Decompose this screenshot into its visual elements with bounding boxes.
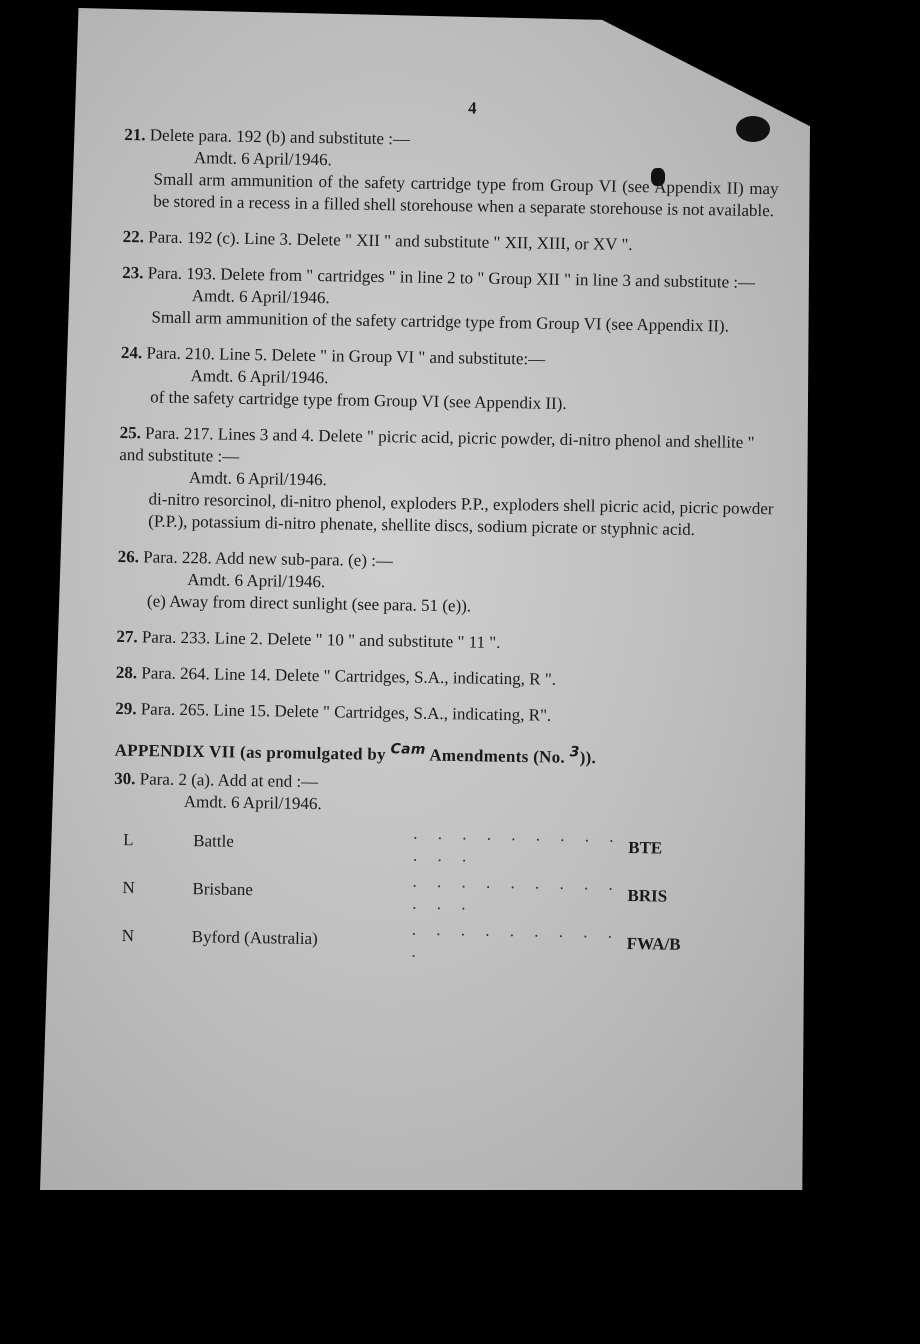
location-code: BRIS — [627, 885, 668, 906]
amendment-date: Amdt. 6 April/1946. — [193, 148, 333, 170]
amendment-date: Amdt. 6 April/1946. — [188, 468, 327, 490]
amendment-item — [116, 626, 771, 658]
amendment-date: Amdt. 6 April/1946. — [187, 570, 326, 592]
leader-dots: . . . . . . . . . . . . — [412, 871, 622, 914]
amendment-list — [115, 124, 779, 730]
item-number: 24. — [120, 342, 143, 363]
amendment-item — [120, 342, 776, 418]
table-row — [121, 912, 681, 969]
substitute-text: Small arm ammunition of the safety cartridge type from Group VI (see Appendix II). — [151, 307, 730, 336]
item-instruction — [116, 662, 771, 694]
appendix-heading-c: )). — [579, 747, 597, 768]
instruction-text: Para. 217. Lines 3 and 4. Delete " picric acid, picric powder, di-nitro phenol and shellite " and substitute :— — [119, 423, 755, 466]
leader-dots: . . . . . . . . . . — [411, 919, 621, 961]
item-instruction — [116, 626, 771, 658]
amendment-date: Amdt. 6 April/1946. — [183, 791, 322, 813]
amendment-date: Amdt. 6 April/1946. — [190, 366, 329, 388]
item-instruction — [115, 698, 770, 730]
substitute-text: di-nitro resorcinol, di-nitro phenol, exploders P.P., exploders shell picric acid, picric powder (P.P.), potassium di-nitro phenate, shellite discs, sodium picrate or styphnic acid. — [148, 489, 774, 540]
table-row — [123, 816, 683, 873]
instruction-text: Para. 228. Add new sub-para. (e) :— — [143, 547, 394, 571]
amendment-item-30 — [111, 768, 769, 970]
location-name: Battle — [193, 830, 235, 851]
item-number: 28. — [115, 662, 138, 683]
substitute-text: (e) Away from direct sunlight (see para. 51 (e)). — [146, 591, 472, 616]
amendment-item — [123, 124, 779, 222]
location-code: FWA/B — [626, 933, 681, 954]
item-instruction: Para. 2 (a). Add at end :— — [139, 768, 319, 791]
location-codes-table — [121, 816, 682, 969]
item-number: 21. — [124, 124, 146, 145]
item-number: 22. — [122, 226, 145, 247]
leader-dots: . . . . . . . . . . . . — [412, 823, 622, 866]
amendment-item — [121, 262, 777, 338]
item-number: 29. — [115, 698, 137, 719]
substitute-text: Small arm ammunition of the safety cartridge type from Group VI (see Appendix II) may be stored in a recess in a filled shell storehouse when a separate storehouse is not available. — [153, 169, 779, 221]
handwritten-number: 3 — [569, 744, 580, 761]
code-category: N — [122, 877, 135, 897]
appendix-heading — [114, 734, 769, 772]
location-code: BTE — [628, 837, 663, 858]
substitute-text: of the safety cartridge type from Group VI (see Appendix II). — [150, 387, 567, 413]
amendment-item — [117, 546, 773, 622]
instruction-text: Para. 233. Line 2. Delete " 10 " and substitute " 11 ". — [141, 627, 501, 652]
code-category: N — [121, 925, 135, 945]
instruction-text: Delete para. 192 (b) and substitute :— — [149, 125, 411, 149]
item-number: 27. — [116, 626, 138, 647]
amendment-date: Amdt. 6 April/1946. — [191, 286, 330, 308]
item-instruction — [123, 226, 778, 258]
instruction-text: Para. 210. Line 5. Delete " in Group VI " and substitute:— — [146, 343, 546, 369]
instruction-text: Para. 192 (c). Line 3. Delete " XII " and substitute " XII, XIII, or XV ". — [148, 227, 633, 254]
appendix-heading-b: Amendments (No. — [429, 745, 566, 767]
item-number: 30. — [114, 768, 136, 788]
location-name: Byford (Australia) — [191, 926, 318, 948]
amendment-item — [118, 422, 775, 542]
amendment-item — [116, 662, 771, 694]
handwritten-note: Cam — [390, 741, 426, 758]
appendix-heading-a: APPENDIX VII (as promulgated by — [114, 740, 387, 764]
amendment-item — [115, 698, 770, 730]
amendment-item — [123, 226, 778, 258]
document-content — [111, 92, 780, 984]
location-name: Brisbane — [192, 878, 254, 899]
item-number: 25. — [119, 422, 142, 443]
table-row — [122, 864, 682, 921]
instruction-text: Para. 265. Line 15. Delete " Cartridges, S.A., indicating, R". — [140, 699, 552, 725]
item-number: 23. — [122, 262, 144, 283]
page-number: 4 — [467, 98, 477, 118]
instruction-text: Para. 264. Line 14. Delete " Cartridges, S.A., indicating, R ". — [141, 663, 557, 689]
instruction-text: Para. 193. Delete from " cartridges " in line 2 to " Group XII " in line 3 and substitute :— — [147, 263, 756, 292]
item-number: 26. — [117, 546, 140, 567]
code-category: L — [123, 829, 134, 849]
